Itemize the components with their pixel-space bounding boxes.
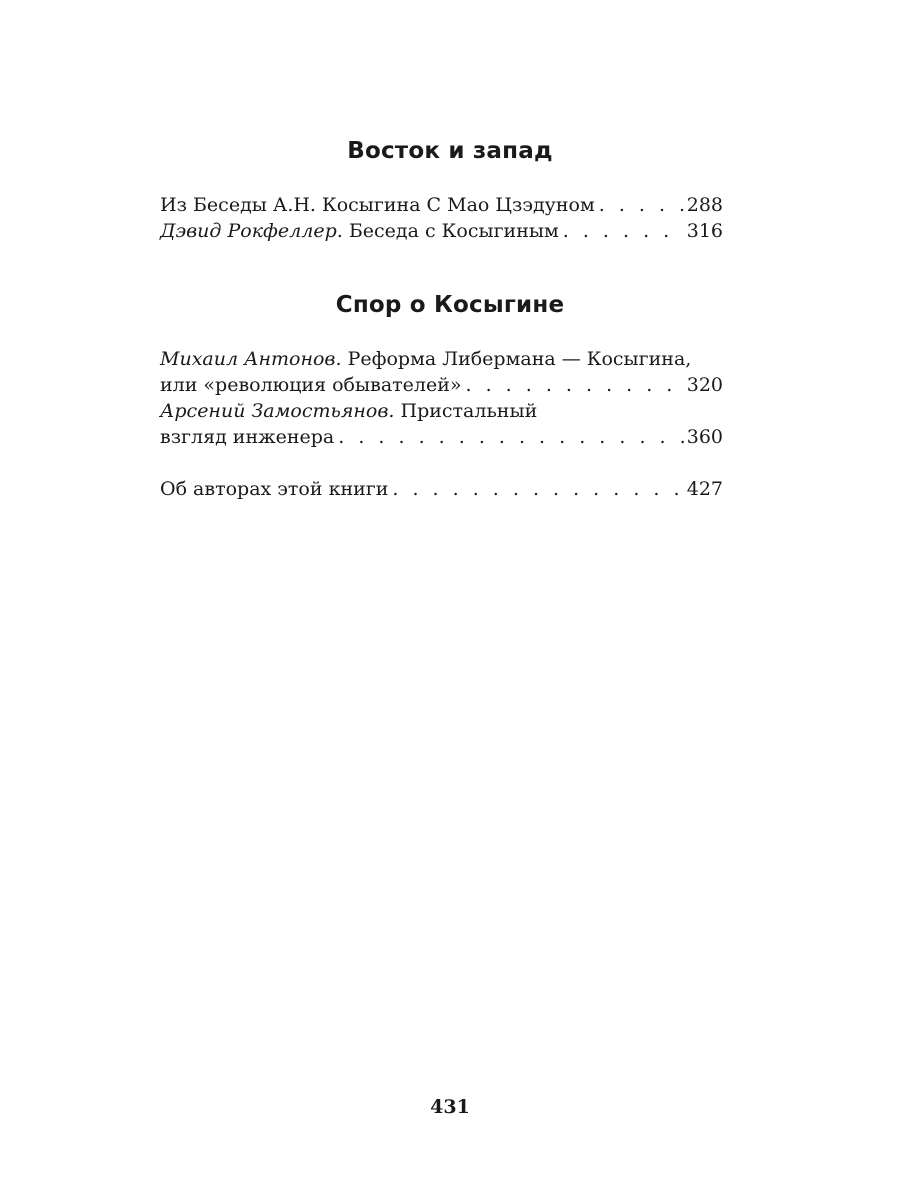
page-number: 288 bbox=[686, 194, 723, 216]
page-number: 320 bbox=[686, 374, 723, 396]
entry-title-continued: или «революция обывателей» bbox=[160, 374, 462, 396]
entry-title bbox=[160, 218, 559, 244]
entry-title bbox=[160, 398, 537, 424]
page-number: 316 bbox=[686, 220, 723, 242]
toc-line bbox=[160, 398, 723, 424]
entry-title-continued: взгляд инженера bbox=[160, 426, 335, 448]
toc-entry bbox=[160, 346, 723, 398]
toc-line bbox=[160, 424, 723, 450]
entry-author: Арсений Замостьянов. bbox=[160, 400, 395, 422]
dot-leader bbox=[599, 192, 685, 218]
entry-author: Дэвид Рокфеллер. bbox=[160, 220, 343, 242]
section-title-east-west: Восток и запад bbox=[347, 138, 553, 164]
entry-title bbox=[160, 346, 691, 372]
toc-line bbox=[160, 476, 723, 502]
entry-author: Михаил Антонов. bbox=[160, 348, 342, 370]
page-number: 360 bbox=[686, 426, 723, 448]
entry-title: Об авторах этой книги bbox=[160, 478, 389, 500]
toc-entry bbox=[160, 218, 723, 244]
toc-line bbox=[160, 218, 723, 244]
dot-leader bbox=[392, 476, 684, 502]
entry-title-text: Беседа с Косыгиным bbox=[342, 220, 559, 242]
dot-leader bbox=[563, 218, 685, 244]
toc-entry bbox=[160, 398, 723, 450]
page-number: 427 bbox=[686, 478, 723, 500]
entry-title-text: Реформа Либермана — Косыгина, bbox=[341, 348, 692, 370]
toc-line bbox=[160, 372, 723, 398]
toc-line bbox=[160, 346, 723, 372]
toc-line bbox=[160, 192, 723, 218]
dot-leader bbox=[466, 372, 685, 398]
section-title-dispute: Спор о Косыгине bbox=[335, 292, 565, 318]
toc-entry bbox=[160, 192, 723, 218]
entry-title: Из Беседы А.Н. Косыгина С Мао Цзэдуном bbox=[160, 194, 595, 216]
toc-entry-about-authors bbox=[160, 476, 723, 502]
dot-leader bbox=[338, 424, 684, 450]
entry-title-text: Пристальный bbox=[394, 400, 538, 422]
folio-page-number: 431 bbox=[430, 1096, 470, 1118]
